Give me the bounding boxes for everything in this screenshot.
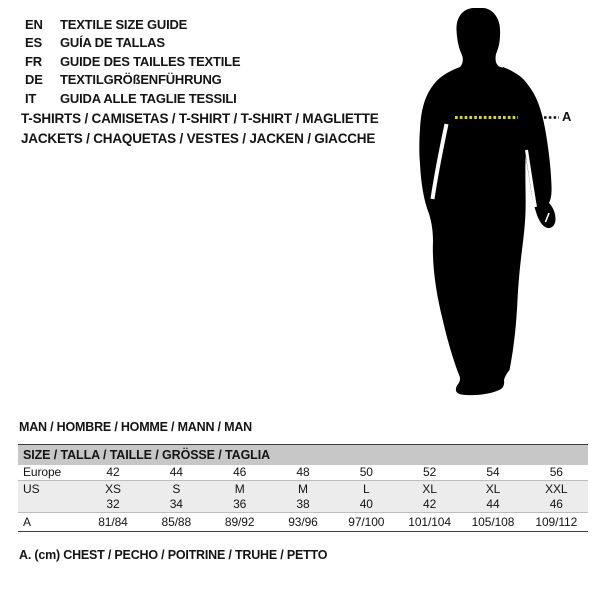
size-cell: XXL xyxy=(525,481,588,497)
language-label: TEXTILE SIZE GUIDE xyxy=(60,17,188,32)
language-row xyxy=(25,71,240,89)
language-code: IT xyxy=(25,90,37,106)
size-cell: 36 xyxy=(208,497,271,513)
section-title: MAN / HOMBRE / HOMME / MANN / MAN xyxy=(19,420,252,434)
language-list xyxy=(25,16,240,108)
size-cell: M xyxy=(271,481,334,497)
size-cell: 34 xyxy=(145,497,208,513)
table-row xyxy=(18,497,588,513)
language-code: ES xyxy=(25,35,42,51)
size-cell: 54 xyxy=(461,465,524,481)
size-cell: 40 xyxy=(335,497,398,513)
table-row xyxy=(18,481,588,497)
man-silhouette xyxy=(400,0,600,410)
category-line: T-SHIRTS / CAMISETAS / T-SHIRT / T-SHIRT / MAGLIETTE xyxy=(21,111,379,126)
size-cell: 46 xyxy=(208,465,271,481)
language-label: TEXTILGRÖßENFÜHRUNG xyxy=(60,72,222,88)
language-label: GUIDE DES TAILLES TEXTILE xyxy=(60,53,241,69)
size-cell: 42 xyxy=(398,497,461,513)
size-cell: 89/92 xyxy=(224,515,255,529)
table-row xyxy=(18,465,588,481)
size-cell: 97/100 xyxy=(348,515,385,529)
language-row xyxy=(25,16,240,34)
size-cell: 32 xyxy=(81,497,144,513)
category-list xyxy=(21,109,379,148)
language-row xyxy=(25,53,240,71)
man-body-shape xyxy=(419,8,531,395)
size-cell: 85/88 xyxy=(161,515,192,529)
size-cell: XL xyxy=(398,481,461,497)
language-row xyxy=(25,90,240,108)
size-cell: 50 xyxy=(335,465,398,481)
size-cell: M xyxy=(208,481,271,497)
size-table-header-row xyxy=(18,445,588,465)
language-code: DE xyxy=(25,72,43,88)
size-cell: S xyxy=(145,481,208,497)
language-label: GUIDA ALLE TAGLIE TESSILI xyxy=(60,90,237,106)
category-line: JACKETS / CHAQUETAS / VESTES / JACKEN / GIACCHE xyxy=(21,130,376,146)
language-label: GUÍA DE TALLAS xyxy=(60,35,165,51)
language-row xyxy=(25,34,240,52)
language-code: FR xyxy=(25,53,42,69)
size-cell: 46 xyxy=(525,497,588,513)
row-label: A xyxy=(23,515,31,529)
size-cell: L xyxy=(335,481,398,497)
size-cell: XS xyxy=(81,481,144,497)
size-cell: 44 xyxy=(461,497,524,513)
size-cell: 81/84 xyxy=(98,515,128,529)
size-cell: 101/104 xyxy=(408,515,451,529)
language-code: EN xyxy=(25,17,43,32)
table-row xyxy=(18,513,588,532)
size-cell: 109/112 xyxy=(535,515,578,529)
size-cell: 44 xyxy=(145,465,208,481)
size-cell: 52 xyxy=(398,465,461,481)
size-cell: 93/96 xyxy=(288,515,318,529)
size-table xyxy=(18,444,588,532)
size-cell: 56 xyxy=(525,465,588,481)
size-cell: 38 xyxy=(271,497,334,513)
size-table-header: SIZE / TALLA / TAILLE / GRÖSSE / TAGLIA xyxy=(18,445,588,465)
measure-footnote: A. (cm) CHEST / PECHO / POITRINE / TRUHE / PETTO xyxy=(19,548,328,562)
row-label: US xyxy=(18,481,81,497)
man-figure xyxy=(400,0,600,410)
measure-label-a: A xyxy=(562,109,572,124)
size-cell: 48 xyxy=(271,465,334,481)
row-label xyxy=(18,497,81,513)
size-cell: 42 xyxy=(81,465,144,481)
size-table-body xyxy=(18,465,588,532)
row-label: Europe xyxy=(18,465,81,481)
size-cell: XL xyxy=(461,481,524,497)
size-cell: 105/108 xyxy=(471,515,515,529)
